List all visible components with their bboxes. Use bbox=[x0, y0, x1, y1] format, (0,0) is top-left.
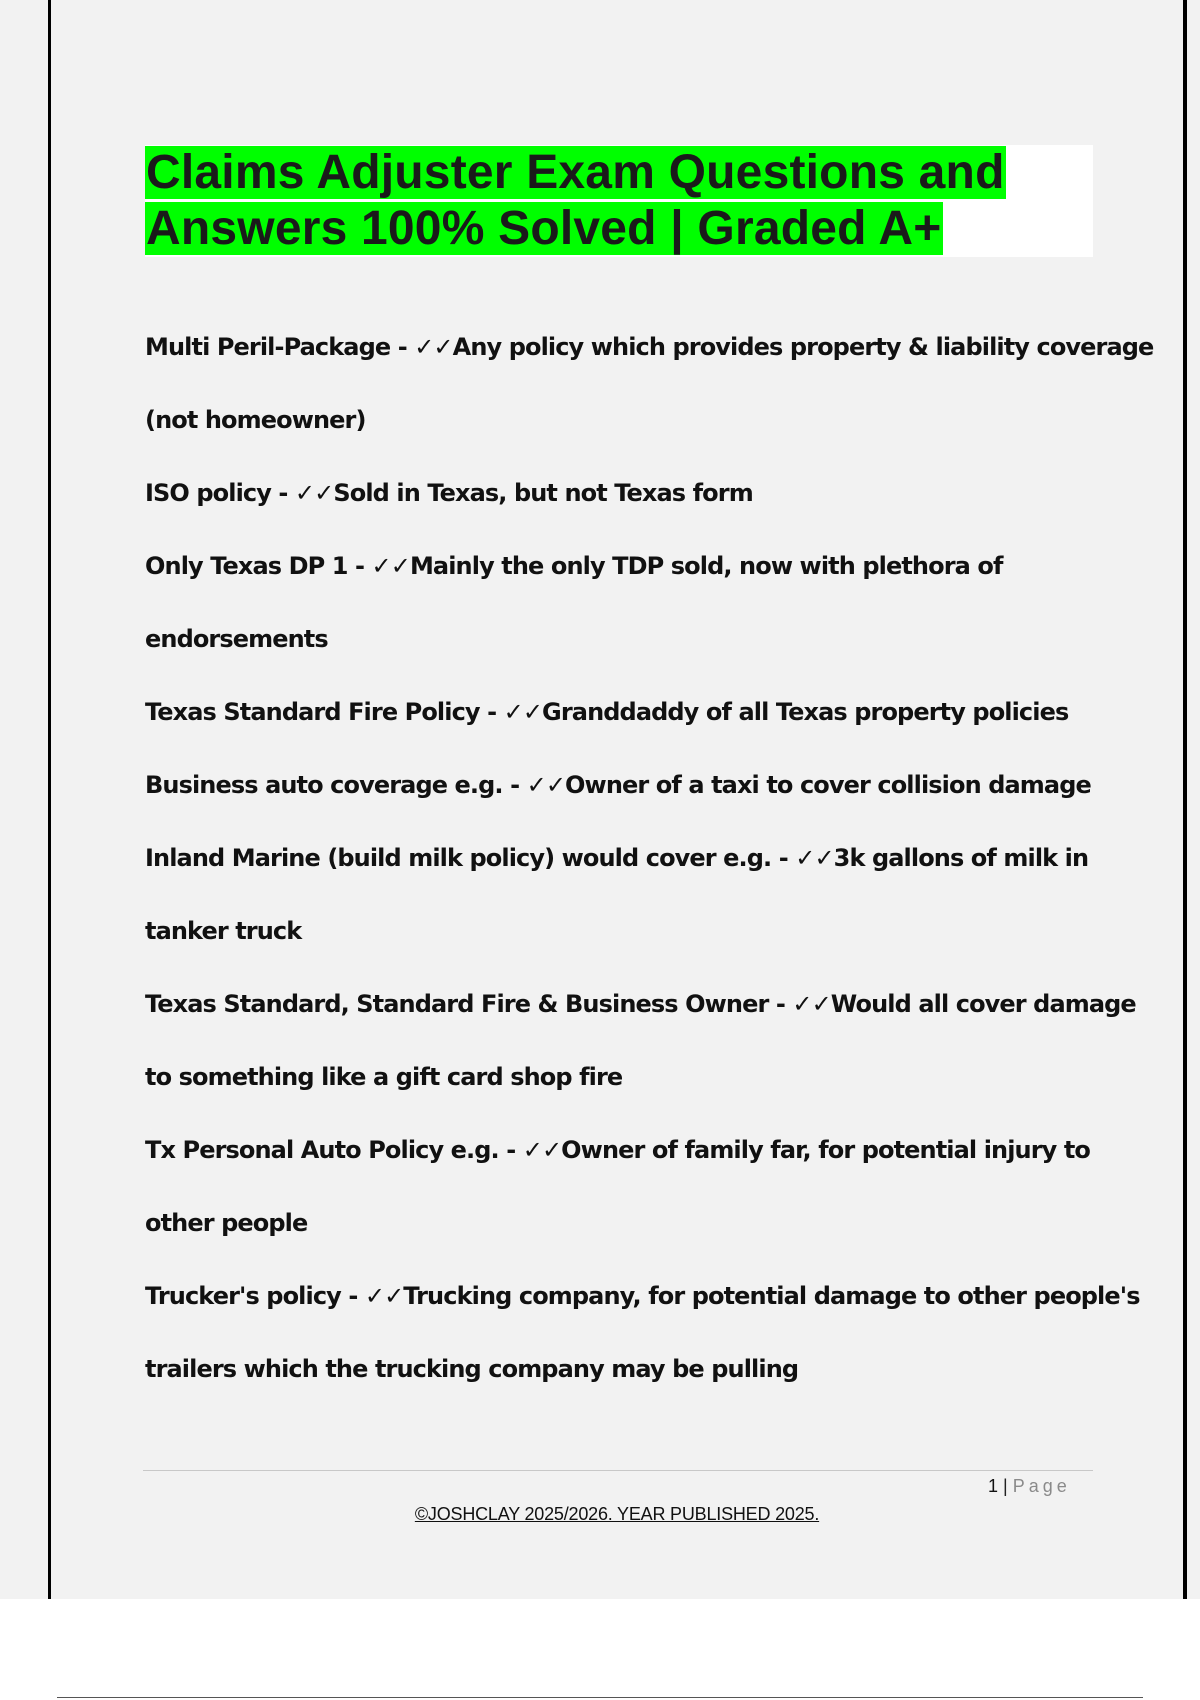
qa-item-personal-auto bbox=[145, 1114, 1105, 1260]
qa-line: ISO policy - ✓✓Sold in Texas, but not Texas form bbox=[145, 479, 753, 507]
qa-line: trailers which the trucking company may be pulling bbox=[145, 1355, 799, 1383]
qa-item-iso-policy bbox=[145, 457, 1105, 530]
qa-item-texas-standard-fire bbox=[145, 676, 1105, 749]
qa-line: Texas Standard Fire Policy - ✓✓Granddaddy of all Texas property policies bbox=[145, 698, 1069, 726]
title-line-2: Answers 100% Solved | Graded A+ bbox=[146, 202, 942, 255]
qa-line: Inland Marine (build milk policy) would cover e.g. - ✓✓3k gallons of milk in bbox=[145, 844, 1089, 872]
title-block bbox=[145, 145, 1093, 257]
qa-line: other people bbox=[145, 1209, 308, 1237]
qa-line: endorsements bbox=[145, 625, 328, 653]
page-label: Page bbox=[1012, 1476, 1071, 1496]
qa-item-truckers-policy bbox=[145, 1260, 1140, 1406]
qa-item-multi-peril bbox=[145, 311, 1154, 457]
qa-item-texas-dp1 bbox=[145, 530, 1105, 676]
bottom-divider bbox=[57, 1697, 1143, 1698]
page-border-left bbox=[48, 0, 51, 1599]
qa-item-business-owner bbox=[145, 968, 1136, 1114]
qa-line: Tx Personal Auto Policy e.g. - ✓✓Owner of family far, for potential injury to bbox=[145, 1136, 1091, 1164]
qa-line: (not homeowner) bbox=[145, 406, 366, 434]
qa-item-business-auto bbox=[145, 749, 1105, 822]
qa-line: tanker truck bbox=[145, 917, 302, 945]
copyright-notice: ©JOSHCLAY 2025/2026. YEAR PUBLISHED 2025. bbox=[414, 1504, 820, 1524]
qa-line: Only Texas DP 1 - ✓✓Mainly the only TDP sold, now with plethora of bbox=[145, 552, 1003, 580]
qa-line: to something like a gift card shop fire bbox=[145, 1063, 623, 1091]
page-number-value: 1 bbox=[988, 1476, 999, 1496]
qa-line: Multi Peril-Package - ✓✓Any policy which provides property & liability coverage bbox=[145, 333, 1154, 361]
page-border-right bbox=[1183, 0, 1187, 1599]
qa-list bbox=[145, 311, 1154, 1406]
page-number bbox=[988, 1474, 1088, 1498]
page-number-separator: | bbox=[1003, 1476, 1008, 1496]
qa-line: Texas Standard, Standard Fire & Business Owner - ✓✓Would all cover damage bbox=[145, 990, 1136, 1018]
footer-divider bbox=[143, 1470, 1093, 1471]
qa-line: Business auto coverage e.g. - ✓✓Owner of a taxi to cover collision damage bbox=[145, 771, 1091, 799]
title-line-1: Claims Adjuster Exam Questions and bbox=[146, 146, 1005, 199]
qa-line: Trucker's policy - ✓✓Trucking company, for potential damage to other people's bbox=[145, 1282, 1140, 1310]
document-title bbox=[145, 145, 1093, 257]
qa-item-inland-marine bbox=[145, 822, 1105, 968]
